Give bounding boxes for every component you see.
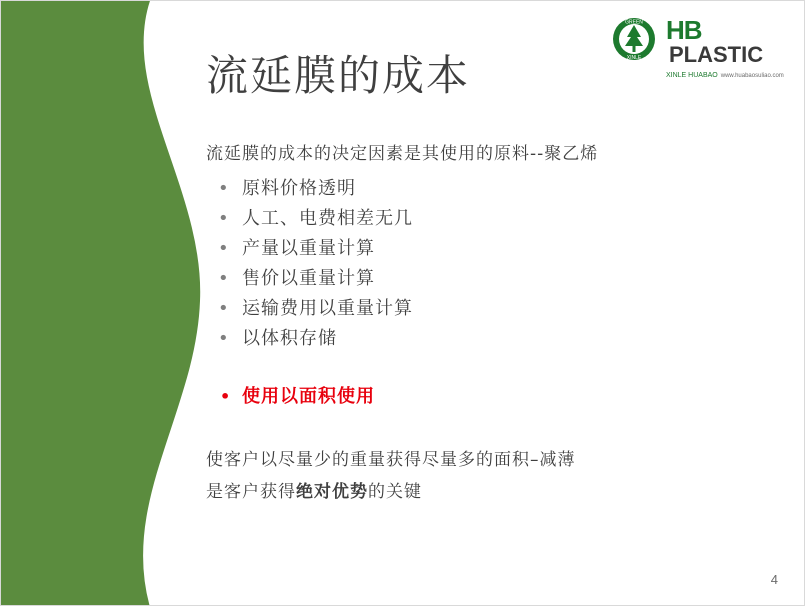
svg-text:GREEN: GREEN [625, 19, 643, 26]
logo-url: www.huabaosuliao.com [720, 73, 784, 79]
list-item-label: 售价以重量计算 [242, 268, 375, 289]
company-logo [610, 15, 790, 79]
closing-line-2-suffix: 的关键 [368, 482, 422, 502]
green-side-band [1, 1, 211, 606]
list-item-label: 原料价格透明 [242, 178, 356, 199]
list-item-label: 运输费用以重量计算 [242, 298, 413, 319]
slide-title: 流延膜的成本 [206, 51, 471, 100]
logo-subtitle [666, 72, 790, 79]
closing-line-2 [206, 478, 766, 506]
bullet-dot-icon: • [220, 387, 232, 406]
list-item-label: 产量以重量计算 [242, 238, 375, 259]
bullet-dot-icon: • [218, 268, 230, 289]
list-item [206, 234, 766, 264]
svg-text:XINLE: XINLE [626, 55, 642, 61]
list-item-label: 人工、电费相差无几 [242, 208, 413, 229]
list-item [206, 174, 766, 204]
bullet-dot-icon: • [218, 238, 230, 259]
list-item [206, 294, 766, 324]
closing-line-2-bold: 绝对优势 [296, 482, 368, 502]
logo-subtitle-text: XINLE HUABAO [666, 72, 718, 79]
logo-initials: HB [666, 15, 702, 45]
logo-wordmark [666, 17, 790, 79]
highlighted-bullet [206, 382, 766, 412]
bullet-dot-icon: • [218, 298, 230, 319]
closing-line-1: 使客户以尽量少的重量获得尽量多的面积–减薄 [206, 450, 576, 470]
closing-line-2-prefix: 是客户获得 [206, 482, 296, 502]
tree-emblem-icon [610, 15, 666, 63]
lead-paragraph: 流延膜的成本的决定因素是其使用的原料--聚乙烯 [206, 144, 599, 164]
bullet-list [206, 174, 766, 354]
closing-statement [206, 446, 766, 506]
bullet-dot-icon: • [218, 328, 230, 349]
list-item [206, 264, 766, 294]
bullet-dot-icon: • [218, 208, 230, 229]
slide-body [206, 139, 766, 510]
list-item [206, 204, 766, 234]
list-item [206, 324, 766, 354]
logo-word: PLASTIC [669, 42, 764, 67]
bullet-dot-icon: • [218, 178, 230, 199]
highlighted-bullet-label: 使用以面积使用 [242, 386, 375, 407]
list-item-label: 以体积存储 [242, 328, 337, 349]
page-number: 4 [770, 572, 778, 587]
